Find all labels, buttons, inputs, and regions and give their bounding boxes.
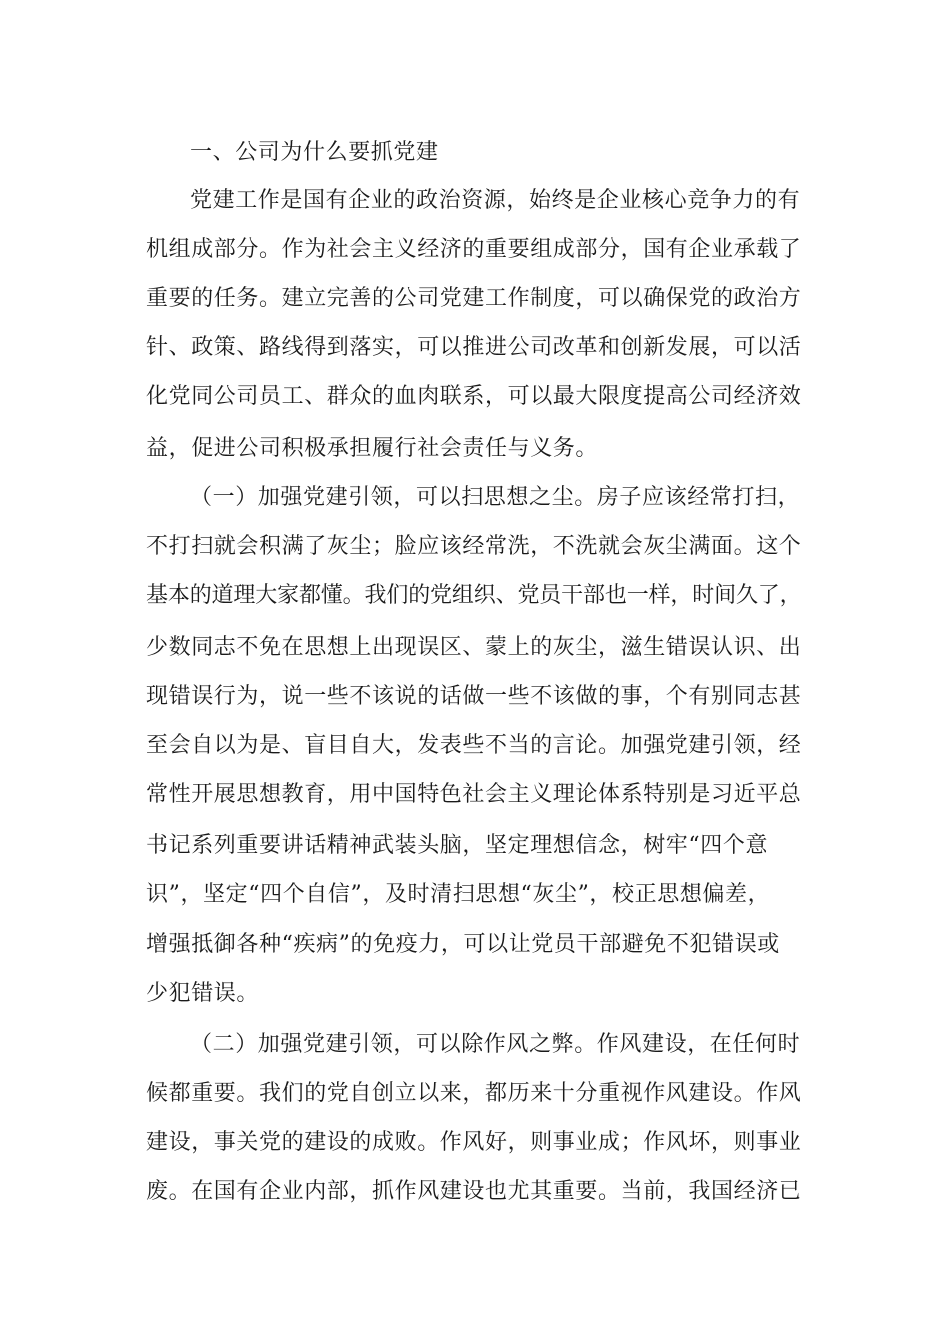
paragraph-line: 不打扫就会积满了灰尘；脸应该经常洗，不洗就会灰尘满面。这个 (146, 534, 802, 559)
paragraph-line: 识”，坚定“四个自信”，及时清扫思想“灰尘”，校正思想偏差， (146, 882, 771, 907)
paragraph-line: 针、政策、路线得到落实，可以推进公司改革和创新发展，可以活 (146, 335, 802, 360)
paragraph-line: （二）加强党建引领，可以除作风之弊。作风建设，在任何时 (190, 1032, 801, 1057)
paragraph-line: 建设，事关党的建设的成败。作风好，则事业成；作风坏，则事业 (146, 1130, 802, 1155)
paragraph-line: 少犯错误。 (146, 981, 260, 1006)
paragraph-line: 常性开展思想教育，用中国特色社会主义理论体系特别是习近平总 (146, 782, 802, 807)
paragraph-line: 基本的道理大家都懂。我们的党组织、党员干部也一样，时间久了， (146, 583, 802, 608)
paragraph-line: 益，促进公司积极承担履行社会责任与义务。 (146, 436, 599, 461)
paragraph-line: 增强抵御各种“疾病”的免疫力，可以让党员干部避免不犯错误或 (146, 932, 780, 957)
paragraph-line: （一）加强党建引领，可以扫思想之尘。房子应该经常打扫， (190, 485, 801, 510)
paragraph-line: 至会自以为是、盲目自大，发表些不当的言论。加强党建引领，经 (146, 733, 802, 758)
paragraph-line: 化党同公司员工、群众的血肉联系，可以最大限度提高公司经济效 (146, 384, 802, 409)
paragraph-line: 废。在国有企业内部，抓作风建设也尤其重要。当前，我国经济已 (146, 1179, 802, 1204)
section-heading: 一、公司为什么要抓党建 (190, 140, 439, 165)
paragraph-line: 书记系列重要讲话精神武装头脑，坚定理想信念，树牢“四个意 (146, 833, 769, 858)
paragraph-line: 党建工作是国有企业的政治资源，始终是企业核心竞争力的有 (190, 188, 801, 213)
paragraph-line: 候都重要。我们的党自创立以来，都历来十分重视作风建设。作风 (146, 1081, 802, 1106)
paragraph-line: 机组成部分。作为社会主义经济的重要组成部分，国有企业承载了 (146, 237, 802, 262)
paragraph-line: 现错误行为，说一些不该说的话做一些不该做的事，个有别同志甚 (146, 684, 802, 709)
paragraph-line: 少数同志不免在思想上出现误区、蒙上的灰尘，滋生错误认识、出 (146, 635, 802, 660)
paragraph-line: 重要的任务。建立完善的公司党建工作制度，可以确保党的政治方 (146, 286, 802, 311)
